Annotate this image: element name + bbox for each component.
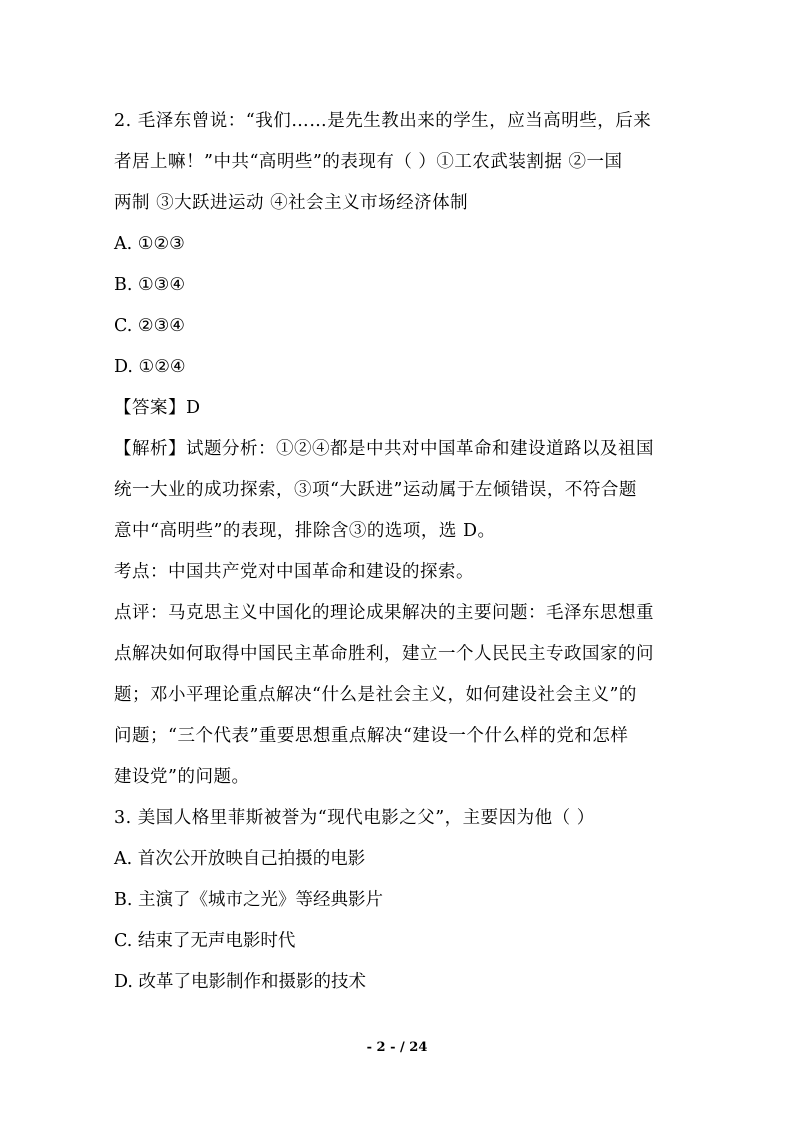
q2-stem-line-1: 2. 毛泽东曾说：“我们……是先生教出来的学生，应当高明些，后来	[114, 111, 652, 131]
q2-option-a: A. ①②③	[114, 234, 185, 254]
q2-dianping-line-1: 点评：马克思主义中国化的理论成果解决的主要问题：毛泽东思想重	[114, 603, 654, 623]
q2-answer: 【答案】D	[114, 398, 201, 418]
q2-option-b: B. ①③④	[114, 275, 186, 295]
page-number: - 2 - / 24	[366, 1040, 428, 1055]
q2-stem-line-2: 者居上嘛！”中共“高明些”的表现有（ ）①工农武装割据 ②一国	[114, 152, 623, 172]
q2-dianping-line-2: 点解决如何取得中国民主革命胜利，建立一个人民民主专政国家的问	[114, 644, 654, 664]
q2-option-c: C. ②③④	[114, 316, 185, 336]
q3-option-b: B. 主演了《城市之光》等经典影片	[114, 890, 383, 910]
q2-dianping-line-4: 问题；“三个代表”重要思想重点解决“建设一个什么样的党和怎样	[114, 726, 629, 746]
q2-dianping-line-5: 建设党”的问题。	[114, 767, 250, 787]
q2-stem-line-3: 两制 ③大跃进运动 ④社会主义市场经济体制	[114, 193, 469, 213]
q2-analysis-line-3: 意中“高明些”的表现，排除含③的选项，选 D。	[114, 521, 496, 541]
q3-option-c: C. 结束了无声电影时代	[114, 931, 296, 951]
q3-stem: 3. 美国人格里菲斯被誉为“现代电影之父”，主要因为他（ ）	[114, 808, 595, 828]
q2-analysis-line-2: 统一大业的成功探索，③项“大跃进”运动属于左倾错误，不符合题	[114, 480, 637, 500]
q2-analysis-line-1: 【解析】试题分析：①②④都是中共对中国革命和建设道路以及祖国	[114, 439, 654, 459]
page-content	[114, 101, 684, 1003]
q3-option-a: A. 首次公开放映自己拍摄的电影	[114, 849, 366, 869]
q2-dianping-line-3: 题；邓小平理论重点解决“什么是社会主义，如何建设社会主义”的	[114, 685, 637, 705]
q2-kaodian: 考点：中国共产党对中国革命和建设的探索。	[114, 562, 474, 582]
q2-option-d: D. ①②④	[114, 357, 186, 377]
q3-option-d: D. 改革了电影制作和摄影的技术	[114, 972, 367, 992]
